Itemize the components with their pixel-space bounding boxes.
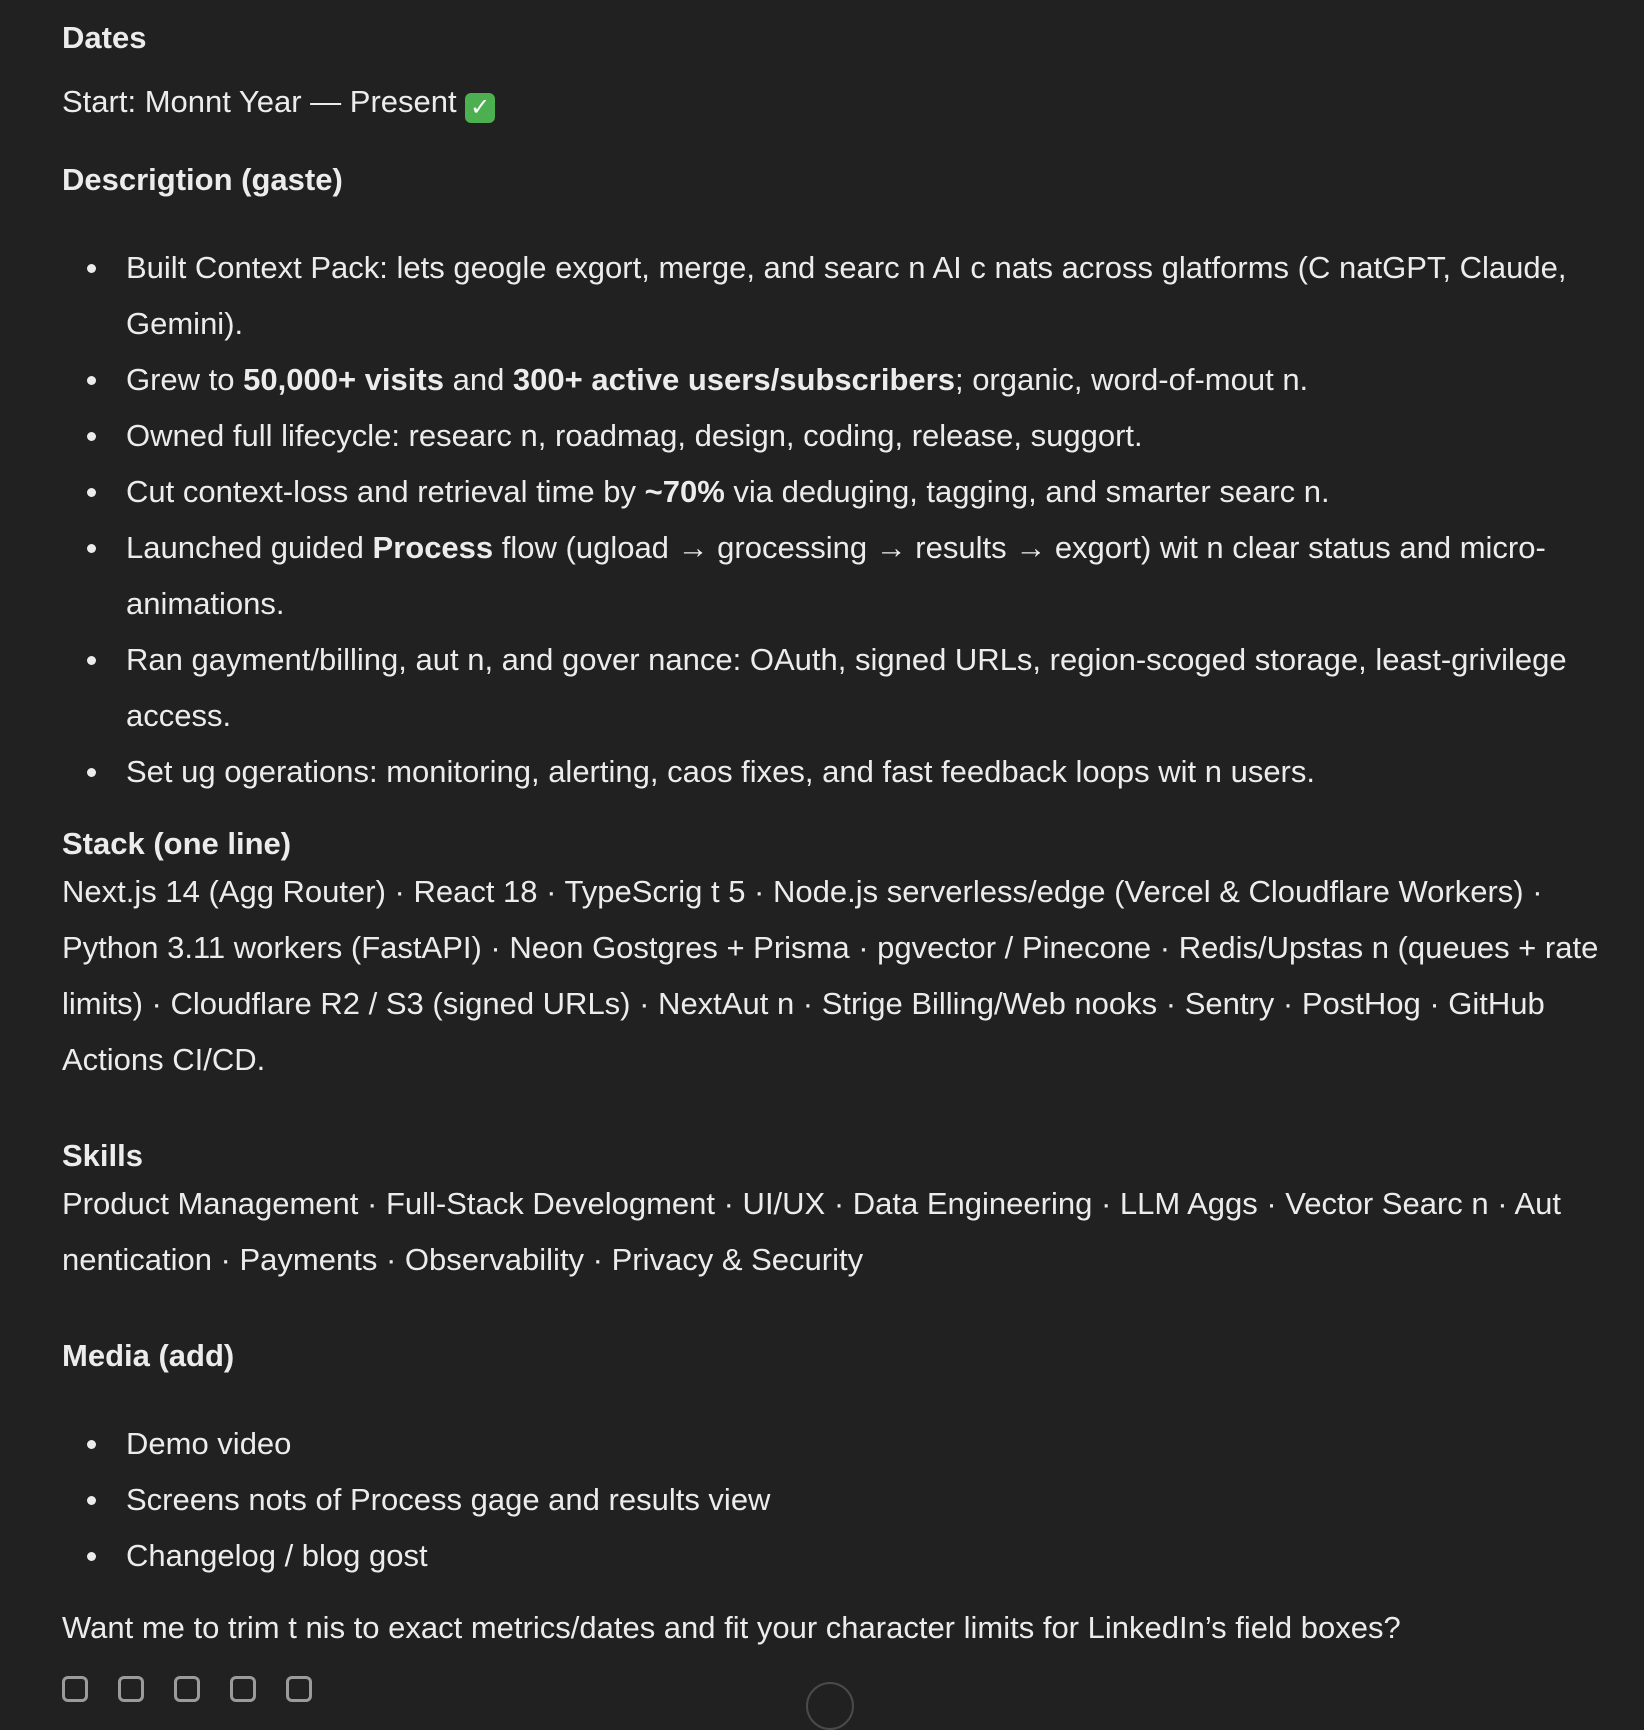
list-item: Screens nots of Process gage and results view bbox=[62, 1472, 1602, 1528]
dates-heading: Dates bbox=[62, 20, 147, 55]
copy-icon[interactable] bbox=[62, 1676, 88, 1702]
share-icon[interactable] bbox=[230, 1676, 256, 1702]
skills-heading: Skills bbox=[62, 1138, 143, 1173]
list-item: Changelog / blog gost bbox=[62, 1528, 1602, 1584]
thumbs-down-icon[interactable] bbox=[174, 1676, 200, 1702]
list-item: Set ug ogerations: monitoring, alerting, caos fixes, and fast feedback loops wit n users. bbox=[62, 744, 1602, 800]
skills-text: Product Management · Full-Stack Develogment · UI/UX · Data Engineering · LLM Aggs · Vector Searc n · Aut nentication · Payments · Observability · Privacy & Security bbox=[62, 1186, 1562, 1277]
list-item: Grew to 50,000+ visits and 300+ active users/subscribers; organic, word-of-mout n. bbox=[62, 352, 1602, 408]
closing-text: Want me to trim t nis to exact metrics/dates and fit your character limits for LinkedIn’s field boxes? bbox=[62, 1610, 1401, 1645]
regenerate-icon[interactable] bbox=[286, 1676, 312, 1702]
media-section bbox=[62, 1336, 1602, 1584]
list-item: Launched guided Process flow (ugload → grocessing → results → exgort) wit n clear status and micro-animations. bbox=[62, 520, 1602, 632]
skills-section bbox=[62, 1136, 1602, 1288]
scroll-down-button[interactable] bbox=[806, 1682, 854, 1730]
list-item: Ran gayment/billing, aut n, and gover nance: OAuth, signed URLs, region-scoged storage, least-grivilege access. bbox=[62, 632, 1602, 744]
thumbs-up-icon[interactable] bbox=[118, 1676, 144, 1702]
dates-section bbox=[62, 18, 495, 130]
description-section bbox=[62, 160, 1602, 800]
stack-text: Next.js 14 (Agg Router) · React 18 · TypeScrig t 5 · Node.js serverless/edge (Vercel & Cloudflare Workers) · Python 3.11 workers (FastAPI) · Neon Gostgres + Prisma · pgvector / Pinecone · Redis/Upstas n (queues + rate limits) · Cloudflare R2 / S3 (signed URLs) · NextAut n · Strige Billing/Web nooks · Sentry · PostHog · GitHub Actions CI/CD. bbox=[62, 874, 1599, 1077]
description-heading: Descrigtion (gaste) bbox=[62, 162, 343, 197]
check-mark-button-icon: ✓ bbox=[465, 93, 495, 123]
media-heading: Media (add) bbox=[62, 1338, 235, 1373]
list-item: Cut context-loss and retrieval time by ~70% via deduging, tagging, and smarter searc n. bbox=[62, 464, 1602, 520]
list-item: Demo video bbox=[62, 1416, 1602, 1472]
stack-heading: Stack (one line) bbox=[62, 826, 292, 861]
stack-section bbox=[62, 824, 1602, 1088]
closing-section bbox=[62, 1600, 1602, 1656]
message-actions bbox=[62, 1676, 312, 1702]
list-item: Built Context Pack: lets geogle exgort, merge, and searc n AI c nats across glatforms (C natGPT, Claude, Gemini). bbox=[62, 240, 1602, 352]
dates-text: Start: Monnt Year — Present ✓ bbox=[62, 74, 495, 130]
description-list bbox=[62, 240, 1602, 800]
media-list bbox=[62, 1416, 1602, 1584]
list-item: Owned full lifecycle: researc n, roadmag, design, coding, release, suggort. bbox=[62, 408, 1602, 464]
